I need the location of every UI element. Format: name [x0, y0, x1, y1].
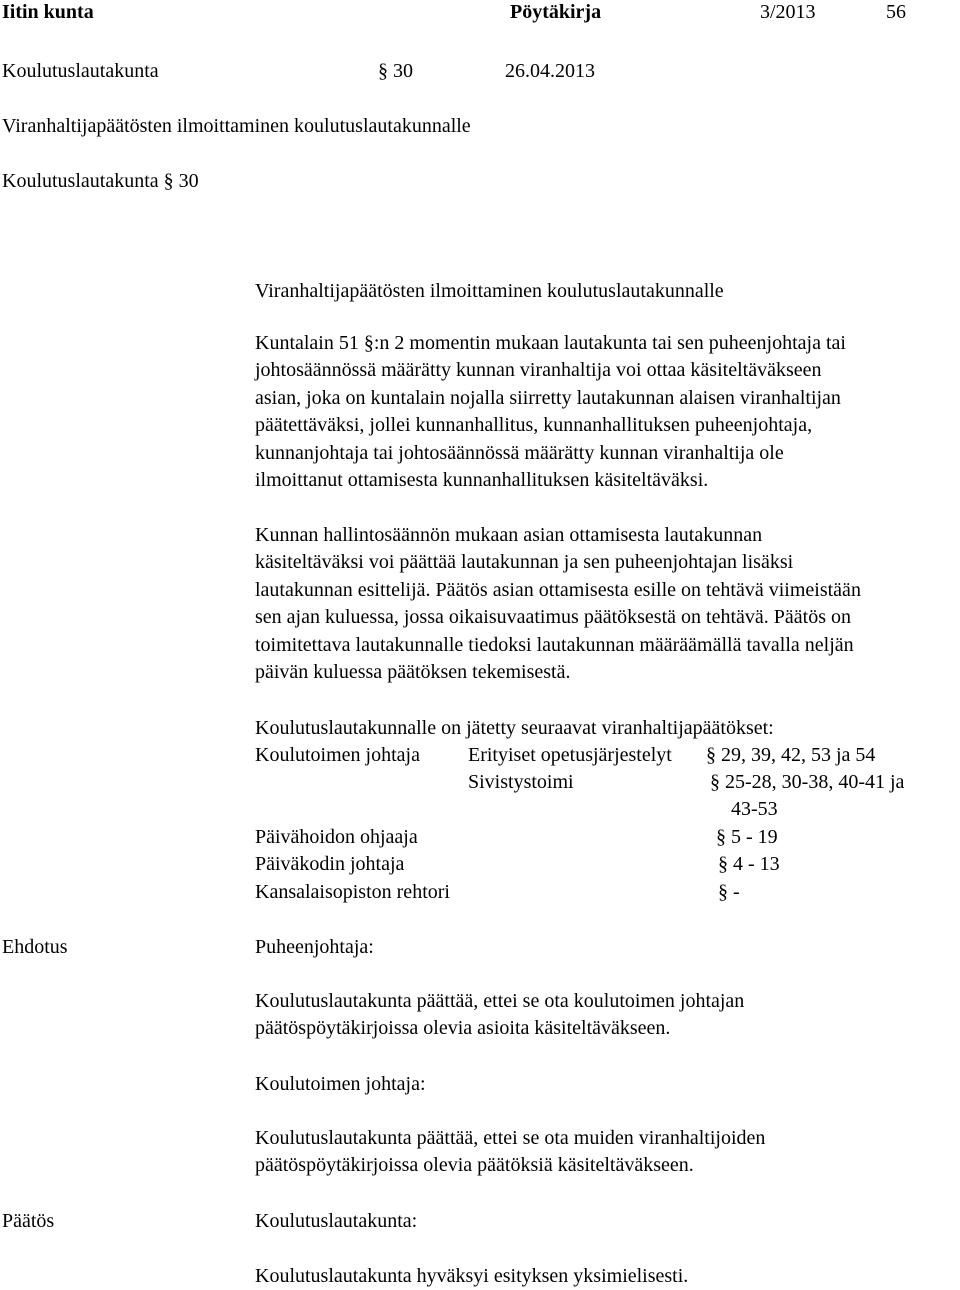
decision-sections: 43-53 [731, 798, 778, 820]
paragraph-line: päivän kuluessa päätöksen tekemisestä. [255, 661, 571, 684]
paragraph-line: kunnanjohtaja tai johtosäännössä määrätty kunnan viranhaltija ole [255, 441, 784, 464]
decision-topic: Erityiset opetusjärjestelyt [468, 744, 672, 766]
chair-label: Puheenjohtaja: [255, 936, 374, 958]
paragraph-line: Kuntalain 51 §:n 2 momentin mukaan lautakunta tai sen puheenjohtaja tai [255, 332, 846, 354]
subject-heading: Viranhaltijapäätösten ilmoittaminen koulutuslautakunnalle [2, 115, 471, 137]
meeting-date: 26.04.2013 [505, 60, 595, 82]
decision-sections: § - [718, 881, 740, 903]
paragraph-2 [255, 522, 955, 686]
proposal-label: Ehdotus [2, 936, 68, 958]
decision-official: Kansalaisopiston rehtori [255, 881, 450, 903]
director-proposal-text [255, 1125, 955, 1180]
board-name: Koulutuslautakunta [2, 60, 159, 82]
director-label: Koulutoimen johtaja: [255, 1073, 426, 1095]
decision-sections: § 29, 39, 42, 53 ja 54 [706, 744, 876, 766]
decision-sections: § 25-28, 30-38, 40-41 ja [710, 771, 905, 793]
decision-official: Päiväkodin johtaja [255, 853, 405, 875]
decisions-intro: Koulutuslautakunnalle on jätetty seuraavat viranhaltijapäätökset: [255, 717, 774, 739]
document-type: Pöytäkirja [510, 1, 602, 23]
paragraph-line: ilmoittanut ottamisesta kunnanhallituksen käsiteltäväksi. [255, 469, 709, 492]
municipality-name: Iitin kunta [2, 1, 94, 23]
decision-sections: § 5 - 19 [716, 826, 778, 848]
paragraph-line: päätettäväksi, jollei kunnanhallitus, kunnanhallituksen puheenjohtaja, [255, 414, 813, 437]
paragraph-line: päätöspöytäkirjoissa olevia asioita käsiteltäväkseen. [255, 1017, 671, 1040]
paragraph-line: päätöspöytäkirjoissa olevia päätöksiä käsiteltäväkseen. [255, 1154, 694, 1177]
decision-label: Päätös [2, 1210, 55, 1232]
paragraph-line: toimitettava lautakunnalle tiedoksi lautakunnan määräämällä tavalla neljän [255, 633, 854, 656]
decision-text: Koulutuslautakunta hyväksyi esityksen yksimielisesti. [255, 1265, 689, 1287]
paragraph-line: Koulutuslautakunta päättää, ettei se ota koulutoimen johtajan [255, 990, 745, 1012]
decision-topic: Sivistystoimi [468, 771, 574, 793]
paragraph-line: käsiteltäväksi voi päättää lautakunnan ja sen puheenjohtajan lisäksi [255, 551, 794, 574]
paragraph-line: sen ajan kuluessa, jossa oikaisuvaatimus päätöksestä on tehtävä. Päätös on [255, 606, 851, 629]
chair-proposal-text [255, 988, 955, 1043]
item-title: Viranhaltijapäätösten ilmoittaminen koulutuslautakunnalle [255, 280, 724, 302]
item-reference: Koulutuslautakunta § 30 [2, 170, 199, 192]
decision-official: Päivähoidon ohjaaja [255, 826, 418, 848]
document-number: 3/2013 [760, 1, 816, 23]
section-number: § 30 [378, 60, 413, 82]
paragraph-1 [255, 330, 955, 494]
page-number: 56 [886, 1, 906, 23]
board-decision-label: Koulutuslautakunta: [255, 1210, 418, 1232]
paragraph-line: johtosäännössä määrätty kunnan viranhaltija voi ottaa käsiteltäväkseen [255, 359, 822, 382]
paragraph-line: Kunnan hallintosäännön mukaan asian ottamisesta lautakunnan [255, 524, 763, 546]
paragraph-line: Koulutuslautakunta päättää, ettei se ota muiden viranhaltijoiden [255, 1127, 766, 1149]
decision-official: Koulutoimen johtaja [255, 744, 420, 766]
paragraph-line: lautakunnan esittelijä. Päätös asian ottamisesta esille on tehtävä viimeistään [255, 578, 861, 601]
paragraph-line: asian, joka on kuntalain nojalla siirretty lautakunnan alaisen viranhaltijan [255, 386, 841, 409]
decision-sections: § 4 - 13 [718, 853, 780, 875]
